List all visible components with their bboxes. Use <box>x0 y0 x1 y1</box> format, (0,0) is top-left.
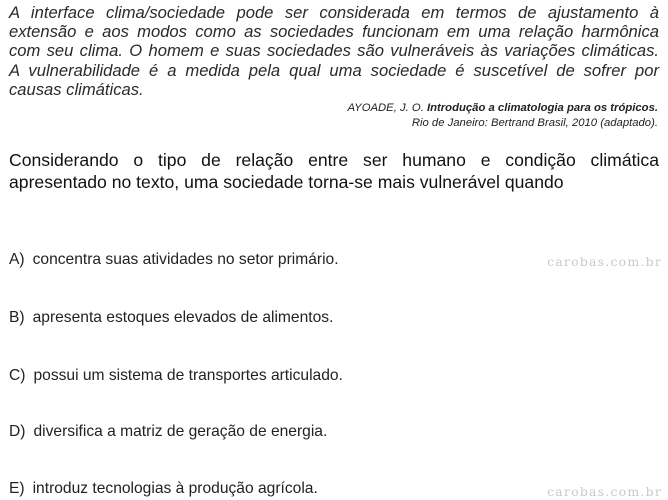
passage-line: extensão e aos modos como as sociedades funcionam em uma relação harmônica <box>9 22 659 42</box>
citation-publisher: Rio de Janeiro: Bertrand Brasil, 2010 (adaptado). <box>411 117 658 129</box>
option-letter: A) <box>9 251 25 268</box>
option-d[interactable] <box>9 422 327 441</box>
option-text: possui um sistema de transportes articulado. <box>33 367 343 384</box>
passage-line: A vulnerabilidade é a medida pela qual uma sociedade é suscetível de sofrer por <box>9 60 659 80</box>
option-letter: B) <box>9 309 25 326</box>
option-letter: C) <box>9 367 26 384</box>
passage-line: causas climáticas. <box>9 79 144 99</box>
option-c[interactable] <box>9 366 343 385</box>
option-text: diversifica a matriz de geração de energia. <box>33 423 328 440</box>
option-a[interactable] <box>9 250 339 269</box>
option-text: apresenta estoques elevados de alimentos. <box>32 309 334 326</box>
passage-text <box>9 3 659 99</box>
option-b[interactable] <box>9 308 333 327</box>
passage-line: A interface clima/sociedade pode ser considerada em termos de ajustamento à <box>9 3 659 22</box>
question-prompt <box>9 150 659 193</box>
question-line: Considerando o tipo de relação entre ser humano e condição climática <box>9 150 659 170</box>
question-line: apresentado no texto, uma sociedade torna-se mais vulnerável quando <box>9 171 564 192</box>
citation <box>347 101 658 131</box>
citation-book-title: Introdução a climatologia para os trópicos. <box>426 102 658 114</box>
option-text: concentra suas atividades no setor primário. <box>32 251 339 268</box>
option-letter: E) <box>9 480 25 497</box>
option-text: introduz tecnologias à produção agrícola. <box>32 480 318 497</box>
option-letter: D) <box>9 423 26 440</box>
citation-author: AYOADE, J. O. <box>347 102 427 114</box>
watermark: carobas.com.br <box>547 484 662 499</box>
watermark: carobas.com.br <box>547 254 662 269</box>
option-e[interactable] <box>9 479 318 498</box>
citation-line-1 <box>347 101 658 116</box>
passage-line: com seu clima. O homem e suas sociedades são vulneráveis às variações climáticas. <box>9 41 659 61</box>
